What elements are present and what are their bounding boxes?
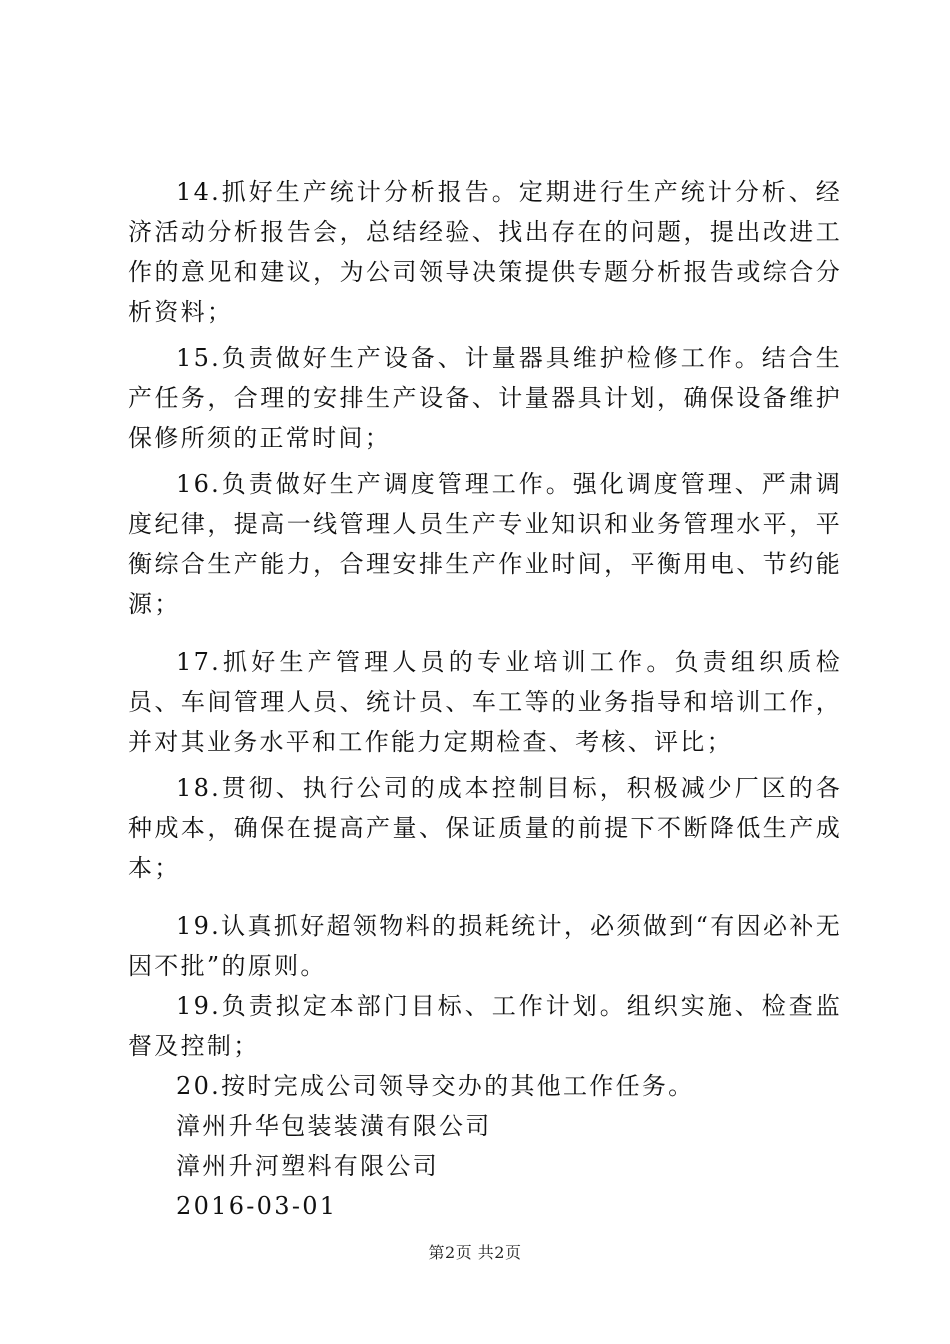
paragraph-20: 20.按时完成公司领导交办的其他工作任务。: [176, 1072, 695, 1100]
paragraph-16: 16.负责做好生产调度管理工作。强化调度管理、严肃调度纪律，提高一线管理人员生产专业知识和业务管理水平，平衡综合生产能力，合理安排生产作业时间，平衡用电、节约能源；: [128, 470, 842, 618]
paragraph-18: 18.贯彻、执行公司的成本控制目标，积极减少厂区的各种成本，确保在提高产量、保证质量的前提下不断降低生产成本；: [128, 774, 842, 882]
company-name-1: 漳州升华包装装潢有限公司: [176, 1112, 492, 1140]
paragraph-17: 17.抓好生产管理人员的专业培训工作。负责组织质检员、车间管理人员、统计员、车工等的业务指导和培训工作，并对其业务水平和工作能力定期检查、考核、评比；: [128, 648, 842, 756]
document-body: [128, 172, 842, 1226]
document-date: 2016-03-01: [176, 1192, 338, 1220]
paragraph-14: 14.抓好生产统计分析报告。定期进行生产统计分析、经济活动分析报告会，总结经验、找出存在的问题，提出改进工作的意见和建议，为公司领导决策提供专题分析报告或综合分析资料；: [128, 178, 842, 326]
paragraph-19a: 19.认真抓好超领物料的损耗统计，必须做到“有因必补无因不批”的原则。: [128, 912, 842, 980]
paragraph-15: 15.负责做好生产设备、计量器具维护检修工作。结合生产任务，合理的安排生产设备、计量器具计划，确保设备维护保修所须的正常时间；: [128, 344, 842, 452]
page-number-footer: 第2页 共2页: [428, 1243, 522, 1262]
company-name-2: 漳州升河塑料有限公司: [176, 1152, 439, 1180]
paragraph-19b: 19.负责拟定本部门目标、工作计划。组织实施、检查监督及控制；: [128, 992, 842, 1060]
